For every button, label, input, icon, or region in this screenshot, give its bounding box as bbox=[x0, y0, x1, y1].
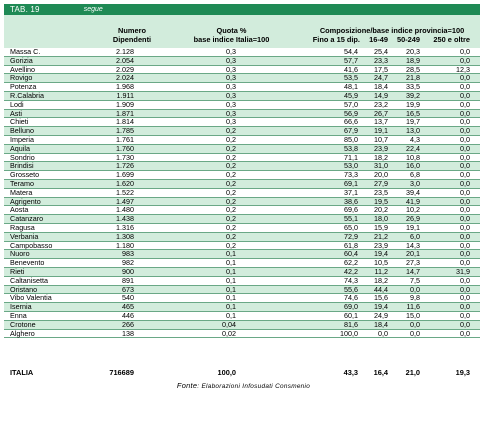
c16-49: 27,9 bbox=[374, 178, 388, 188]
quota: 0,1 bbox=[226, 293, 236, 303]
fino15: 72,9 bbox=[344, 231, 358, 241]
quota: 0,3 bbox=[226, 55, 236, 65]
c250-oltre: 0,0 bbox=[460, 47, 470, 56]
province-name: Chieti bbox=[10, 117, 29, 127]
num-employees: 540 bbox=[122, 293, 134, 303]
c250-oltre: 0,0 bbox=[460, 293, 470, 303]
fino15: 81,6 bbox=[344, 319, 358, 329]
header-composition: Composizione/base indice provincia=100 bbox=[319, 26, 465, 35]
total-fino15: 43,3 bbox=[343, 368, 358, 377]
quota: 0,1 bbox=[226, 302, 236, 312]
fino15: 69,0 bbox=[344, 302, 358, 312]
c250-oltre: 0,0 bbox=[460, 310, 470, 320]
fino15: 74,6 bbox=[344, 293, 358, 303]
source-text: Elaborazioni Infosudati Consmenio bbox=[201, 383, 311, 390]
table-row bbox=[4, 224, 480, 233]
fino15: 85,0 bbox=[344, 134, 358, 144]
c250-oltre: 0,0 bbox=[460, 214, 470, 224]
fino15: 48,1 bbox=[344, 82, 358, 92]
quota: 0,04 bbox=[222, 319, 236, 329]
c50-249: 9,8 bbox=[410, 293, 420, 303]
province-name: Crotone bbox=[10, 319, 36, 329]
c250-oltre: 0,0 bbox=[460, 319, 470, 329]
quota: 0,2 bbox=[226, 205, 236, 215]
province-name: Massa C. bbox=[10, 47, 41, 56]
c250-oltre: 0,0 bbox=[460, 178, 470, 188]
province-name: Asti bbox=[10, 108, 22, 118]
fino15: 55,6 bbox=[344, 284, 358, 294]
num-employees: 1.814 bbox=[116, 117, 134, 127]
fino15: 38,6 bbox=[344, 196, 358, 206]
total-row bbox=[4, 368, 480, 377]
c50-249: 0,0 bbox=[410, 328, 420, 338]
c250-oltre: 0,0 bbox=[460, 143, 470, 153]
num-employees: 1.180 bbox=[116, 240, 134, 250]
quota: 0,2 bbox=[226, 152, 236, 162]
c50-249: 0,0 bbox=[410, 284, 420, 294]
fino15: 57,0 bbox=[344, 99, 358, 109]
province-name: Aquila bbox=[10, 143, 30, 153]
c250-oltre: 0,0 bbox=[460, 108, 470, 118]
c16-49: 19,5 bbox=[374, 196, 388, 206]
fino15: 45,9 bbox=[344, 90, 358, 100]
fino15: 55,1 bbox=[344, 214, 358, 224]
num-employees: 1.911 bbox=[116, 90, 134, 100]
quota: 0,3 bbox=[226, 64, 236, 74]
c50-249: 33,5 bbox=[406, 82, 420, 92]
num-employees: 1.699 bbox=[116, 170, 134, 180]
c16-49: 24,9 bbox=[374, 310, 388, 320]
province-name: Grosseto bbox=[10, 170, 40, 180]
c50-249: 10,8 bbox=[406, 152, 420, 162]
c50-249: 22,4 bbox=[406, 143, 420, 153]
c250-oltre: 0,0 bbox=[460, 205, 470, 215]
quota: 0,1 bbox=[226, 310, 236, 320]
c50-249: 39,2 bbox=[406, 90, 420, 100]
c250-oltre: 0,0 bbox=[460, 196, 470, 206]
quota: 0,2 bbox=[226, 161, 236, 171]
c50-249: 13,0 bbox=[406, 126, 420, 136]
quota: 0,2 bbox=[226, 134, 236, 144]
c250-oltre: 0,0 bbox=[460, 328, 470, 338]
c50-249: 26,9 bbox=[406, 214, 420, 224]
c250-oltre: 0,0 bbox=[460, 231, 470, 241]
c250-oltre: 0,0 bbox=[460, 249, 470, 259]
c50-249: 15,0 bbox=[406, 310, 420, 320]
total-quota: 100,0 bbox=[217, 368, 236, 377]
num-employees: 1.968 bbox=[116, 82, 134, 92]
c16-49: 18,0 bbox=[374, 214, 388, 224]
num-employees: 1.909 bbox=[116, 99, 134, 109]
c50-249: 41,9 bbox=[406, 196, 420, 206]
num-employees: 446 bbox=[122, 310, 134, 320]
data-rows bbox=[4, 48, 480, 338]
province-name: Vibo Valentia bbox=[10, 293, 52, 303]
total-50-249: 21,0 bbox=[405, 368, 420, 377]
fino15: 41,6 bbox=[344, 64, 358, 74]
fino15: 57,7 bbox=[344, 55, 358, 65]
num-employees: 266 bbox=[122, 319, 134, 329]
c16-49: 21,2 bbox=[374, 231, 388, 241]
num-employees: 982 bbox=[122, 258, 134, 268]
fino15: 100,0 bbox=[340, 328, 358, 338]
fino15: 74,3 bbox=[344, 275, 358, 285]
quota: 0,2 bbox=[226, 187, 236, 197]
c50-249: 16,5 bbox=[406, 108, 420, 118]
subheader-250-oltre: 250 e oltre bbox=[433, 35, 470, 44]
province-name: Agrigento bbox=[10, 196, 41, 206]
num-employees: 1.760 bbox=[116, 143, 134, 153]
c16-49: 11,2 bbox=[374, 266, 388, 276]
table-row bbox=[4, 321, 480, 330]
province-name: Alghero bbox=[10, 328, 35, 338]
c16-49: 19,4 bbox=[374, 302, 388, 312]
c16-49: 18,4 bbox=[374, 82, 388, 92]
c50-249: 11,6 bbox=[406, 302, 420, 312]
total-16-49: 16,4 bbox=[373, 368, 388, 377]
c250-oltre: 0,0 bbox=[460, 117, 470, 127]
num-employees: 138 bbox=[122, 328, 134, 338]
c16-49: 10,5 bbox=[374, 258, 388, 268]
c16-49: 25,4 bbox=[374, 47, 388, 56]
province-name: Catanzaro bbox=[10, 214, 44, 224]
province-name: Verbania bbox=[10, 231, 39, 241]
quota: 0,2 bbox=[226, 170, 236, 180]
quota: 0,3 bbox=[226, 90, 236, 100]
fino15: 42,2 bbox=[344, 266, 358, 276]
num-employees: 1.308 bbox=[116, 231, 134, 241]
c50-249: 28,5 bbox=[406, 64, 420, 74]
fino15: 67,9 bbox=[344, 126, 358, 136]
fino15: 60,4 bbox=[344, 249, 358, 259]
num-employees: 2.029 bbox=[116, 64, 134, 74]
c250-oltre: 0,0 bbox=[460, 90, 470, 100]
quota: 0,2 bbox=[226, 214, 236, 224]
province-name: Campobasso bbox=[10, 240, 53, 250]
c250-oltre: 0,0 bbox=[460, 275, 470, 285]
c250-oltre: 0,0 bbox=[460, 240, 470, 250]
c50-249: 10,2 bbox=[406, 205, 420, 215]
c16-49: 23,2 bbox=[374, 99, 388, 109]
table-header-band bbox=[4, 4, 480, 15]
c50-249: 3,0 bbox=[410, 178, 420, 188]
c16-49: 15,6 bbox=[374, 293, 388, 303]
num-employees: 891 bbox=[122, 275, 134, 285]
num-employees: 1.730 bbox=[116, 152, 134, 162]
total-250-oltre: 19,3 bbox=[455, 368, 470, 377]
c16-49: 10,7 bbox=[374, 134, 388, 144]
num-employees: 1.726 bbox=[116, 161, 134, 171]
c250-oltre: 0,0 bbox=[460, 134, 470, 144]
c250-oltre: 0,0 bbox=[460, 284, 470, 294]
num-employees: 1.761 bbox=[116, 134, 134, 144]
quota: 0,2 bbox=[226, 143, 236, 153]
c50-249: 20,1 bbox=[406, 249, 420, 259]
num-employees: 673 bbox=[122, 284, 134, 294]
c16-49: 23,9 bbox=[374, 143, 388, 153]
province-name: Teramo bbox=[10, 178, 34, 188]
province-name: Gorizia bbox=[10, 55, 33, 65]
quota: 0,2 bbox=[226, 231, 236, 241]
c16-49: 18,4 bbox=[374, 319, 388, 329]
source-label: Fonte bbox=[176, 381, 198, 390]
table-row bbox=[4, 171, 480, 180]
c50-249: 14,3 bbox=[406, 240, 420, 250]
c250-oltre: 0,0 bbox=[460, 152, 470, 162]
c16-49: 17,5 bbox=[374, 64, 388, 74]
province-name: Sondrio bbox=[10, 152, 35, 162]
table-row bbox=[4, 312, 480, 321]
c250-oltre: 0,0 bbox=[460, 222, 470, 232]
c50-249: 6,0 bbox=[410, 231, 420, 241]
num-employees: 1.620 bbox=[116, 178, 134, 188]
c50-249: 7,5 bbox=[410, 275, 420, 285]
quota: 0,02 bbox=[222, 328, 236, 338]
header-num-employees: Numero Dipendenti bbox=[112, 26, 152, 44]
fino15: 69,6 bbox=[344, 205, 358, 215]
table-number: TAB. 19 bbox=[10, 5, 40, 14]
quota: 0,3 bbox=[226, 117, 236, 127]
c16-49: 23,9 bbox=[374, 240, 388, 250]
c16-49: 20,0 bbox=[374, 170, 388, 180]
province-name: Brindisi bbox=[10, 161, 34, 171]
c250-oltre: 0,0 bbox=[460, 55, 470, 65]
c16-49: 23,3 bbox=[374, 55, 388, 65]
fino15: 66,6 bbox=[344, 117, 358, 127]
c50-249: 19,7 bbox=[406, 117, 420, 127]
fino15: 69,1 bbox=[344, 178, 358, 188]
fino15: 62,2 bbox=[344, 258, 358, 268]
num-employees: 1.438 bbox=[116, 214, 134, 224]
c16-49: 19,1 bbox=[374, 126, 388, 136]
num-employees: 1.480 bbox=[116, 205, 134, 215]
fino15: 71,1 bbox=[344, 152, 358, 162]
fino15: 56,9 bbox=[344, 108, 358, 118]
column-header-area bbox=[4, 15, 480, 48]
fino15: 60,1 bbox=[344, 310, 358, 320]
c50-249: 16,0 bbox=[406, 161, 420, 171]
subheader-50-249: 50-249 bbox=[396, 35, 420, 44]
quota: 0,1 bbox=[226, 284, 236, 294]
num-employees: 1.522 bbox=[116, 187, 134, 197]
quota: 0,3 bbox=[226, 82, 236, 92]
c16-49: 14,9 bbox=[374, 90, 388, 100]
c16-49: 0,0 bbox=[378, 328, 388, 338]
province-name: Aosta bbox=[10, 205, 29, 215]
province-name: R.Calabria bbox=[10, 90, 44, 100]
province-name: Imperia bbox=[10, 134, 34, 144]
header-quota: Quota % base indice Italia=100 bbox=[193, 26, 270, 44]
province-name: Benevento bbox=[10, 258, 45, 268]
fino15: 53,0 bbox=[344, 161, 358, 171]
c16-49: 19,4 bbox=[374, 249, 388, 259]
province-name: Avellino bbox=[10, 64, 36, 74]
table-row bbox=[4, 268, 480, 277]
c16-49: 13,7 bbox=[374, 117, 388, 127]
quota: 0,1 bbox=[226, 249, 236, 259]
province-name: Rieti bbox=[10, 266, 25, 276]
c50-249: 4,3 bbox=[410, 134, 420, 144]
province-name: Enna bbox=[10, 310, 27, 320]
total-num: 716689 bbox=[109, 368, 134, 377]
c16-49: 26,7 bbox=[374, 108, 388, 118]
total-label: ITALIA bbox=[10, 368, 34, 377]
num-employees: 2.024 bbox=[116, 73, 134, 83]
province-name: Potenza bbox=[10, 82, 37, 92]
province-name: Nuoro bbox=[10, 249, 30, 259]
c250-oltre: 0,0 bbox=[460, 99, 470, 109]
c250-oltre: 12,3 bbox=[456, 64, 470, 74]
c16-49: 18,2 bbox=[374, 275, 388, 285]
table-row bbox=[4, 277, 480, 286]
quota: 0,2 bbox=[226, 222, 236, 232]
c50-249: 21,8 bbox=[406, 73, 420, 83]
c250-oltre: 0,0 bbox=[460, 82, 470, 92]
province-name: Lodi bbox=[10, 99, 24, 109]
quota: 0,2 bbox=[226, 126, 236, 136]
c50-249: 19,9 bbox=[406, 99, 420, 109]
quota: 0,3 bbox=[226, 99, 236, 109]
fino15: 54,4 bbox=[344, 47, 358, 56]
province-name: Oristano bbox=[10, 284, 38, 294]
continued-label: segue bbox=[83, 6, 103, 13]
quota: 0,3 bbox=[226, 108, 236, 118]
table-row bbox=[4, 330, 480, 339]
c16-49: 44,4 bbox=[374, 284, 388, 294]
province-name: Caltanisetta bbox=[10, 275, 48, 285]
c250-oltre: 0,0 bbox=[460, 187, 470, 197]
table-row bbox=[4, 162, 480, 171]
province-name: Matera bbox=[10, 187, 33, 197]
num-employees: 1.785 bbox=[116, 126, 134, 136]
fino15: 53,5 bbox=[344, 73, 358, 83]
c16-49: 23,5 bbox=[374, 187, 388, 197]
quota: 0,1 bbox=[226, 258, 236, 268]
c50-249: 19,1 bbox=[406, 222, 420, 232]
c250-oltre: 0,0 bbox=[460, 170, 470, 180]
num-employees: 983 bbox=[122, 249, 134, 259]
c50-249: 27,3 bbox=[406, 258, 420, 268]
province-name: Ragusa bbox=[10, 222, 35, 232]
num-employees: 1.497 bbox=[116, 196, 134, 206]
c250-oltre: 0,0 bbox=[460, 161, 470, 171]
num-employees: 2.128 bbox=[116, 47, 134, 56]
c16-49: 20,2 bbox=[374, 205, 388, 215]
c16-49: 31,0 bbox=[374, 161, 388, 171]
c50-249: 20,3 bbox=[406, 47, 420, 56]
c16-49: 15,9 bbox=[374, 222, 388, 232]
quota: 0,2 bbox=[226, 240, 236, 250]
table-row bbox=[4, 286, 480, 295]
num-employees: 465 bbox=[122, 302, 134, 312]
subheader-16-49: 16-49 bbox=[369, 35, 388, 44]
fino15: 37,1 bbox=[344, 187, 358, 197]
fino15: 61,8 bbox=[344, 240, 358, 250]
table-row bbox=[4, 127, 480, 136]
subheader-fino15: Fino a 15 dip. bbox=[312, 35, 360, 44]
c50-249: 14,7 bbox=[406, 266, 420, 276]
c50-249: 39,4 bbox=[406, 187, 420, 197]
source-note: Fonte: Elaborazioni Infosudati Consmenio bbox=[176, 381, 311, 390]
quota: 0,2 bbox=[226, 196, 236, 206]
quota: 0,1 bbox=[226, 266, 236, 276]
num-employees: 1.871 bbox=[116, 108, 134, 118]
province-name: Belluno bbox=[10, 126, 34, 136]
c50-249: 18,9 bbox=[406, 55, 420, 65]
c16-49: 24,7 bbox=[374, 73, 388, 83]
num-employees: 1.316 bbox=[116, 222, 134, 232]
c250-oltre: 0,0 bbox=[460, 302, 470, 312]
fino15: 65,0 bbox=[344, 222, 358, 232]
quota: 0,1 bbox=[226, 275, 236, 285]
fino15: 73,3 bbox=[344, 170, 358, 180]
quota: 0,3 bbox=[226, 47, 236, 56]
num-employees: 2.054 bbox=[116, 55, 134, 65]
province-name: Rovigo bbox=[10, 73, 33, 83]
c16-49: 18,2 bbox=[374, 152, 388, 162]
fino15: 53,8 bbox=[344, 143, 358, 153]
c250-oltre: 0,0 bbox=[460, 258, 470, 268]
quota: 0,3 bbox=[226, 73, 236, 83]
c50-249: 6,8 bbox=[410, 170, 420, 180]
c50-249: 0,0 bbox=[410, 319, 420, 329]
c250-oltre: 31,9 bbox=[456, 266, 470, 276]
province-name: Isernia bbox=[10, 302, 32, 312]
num-employees: 900 bbox=[122, 266, 134, 276]
quota: 0,2 bbox=[226, 178, 236, 188]
c250-oltre: 0,0 bbox=[460, 126, 470, 136]
c250-oltre: 0,0 bbox=[460, 73, 470, 83]
